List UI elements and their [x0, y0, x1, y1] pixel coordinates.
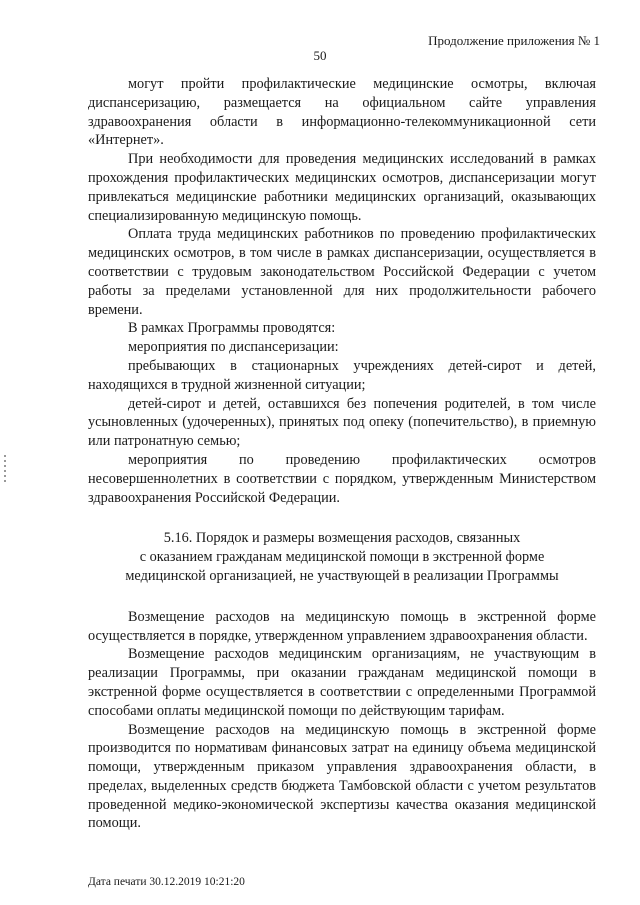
paragraph: Возмещение расходов на медицинскую помощь в экстренной форме производится по нормативам финансовых затрат на единицу объема медицинской помощи, утвержденным приказом управления здравоохранения области, в пределах, выделенных средств бюджета Тамбовской области с учетом результатов проведенной медико-экономической экспертизы качества оказания медицинской помощи.: [88, 721, 596, 832]
paragraph: Возмещение расходов на медицинскую помощь в экстренной форме осуществляется в порядке, утвержденном управлением здравоохранения области.: [88, 608, 596, 644]
paragraph: мероприятия по проведению профилактических осмотров несовершеннолетних в соответствии с порядком, утвержденным Министерством здравоохранения Российской Федерации.: [88, 451, 596, 506]
paragraph: Оплата труда медицинских работников по проведению профилактических медицинских осмотров, в том числе в рамках диспансеризации, осуществляется в соответствии с трудовым законодательством Российской Федерации с учетом работы за пределами установленной для них продолжительности рабочего времени.: [88, 226, 596, 318]
document-body: [88, 75, 596, 833]
section-heading-line: медицинской организацией, не участвующей в реализации Программы: [125, 567, 559, 584]
paragraph: мероприятия по диспансеризации:: [128, 339, 339, 356]
paragraph: могут пройти профилактические медицинские осмотры, включая диспансеризацию, размещается на официальном сайте управления здравоохранения области в информационно-телекоммуникационной сети «Интернет».: [88, 76, 596, 149]
paragraph: пребывающих в стационарных учреждениях детей-сирот и детей, находящихся в трудной жизненной ситуации;: [88, 357, 596, 393]
section-heading-line: 5.16. Порядок и размеры возмещения расходов, связанных: [163, 530, 521, 547]
print-date: Дата печати 30.12.2019 10:21:20: [88, 876, 245, 888]
section-heading-line: с оказанием гражданам медицинской помощи в экстренной форме: [139, 549, 545, 566]
paragraph: В рамках Программы проводятся:: [128, 320, 336, 337]
appendix-continuation-label: Продолжение приложения № 1: [428, 33, 600, 48]
paragraph: Возмещение расходов медицинским организациям, не участвующим в реализации Программы, при оказании гражданам медицинской помощи в экстренной форме осуществляется в соответствии с определенными Программой способами оплаты медицинской помощи по действующим тарифам.: [88, 646, 596, 719]
section-heading: [88, 529, 596, 585]
paragraph: детей-сирот и детей, оставшихся без попечения родителей, в том числе усыновленных (удочеренных), принятых под опеку (попечительство), в приемную или патронатную семью;: [88, 395, 596, 450]
scan-margin-mark: [4, 455, 6, 483]
page-number: 50: [313, 48, 327, 63]
paragraph: При необходимости для проведения медицинских исследований в рамках прохождения профилактических медицинских осмотров, диспансеризации могут привлекаться медицинские работники медицинских организаций, оказывающих специализированную медицинскую помощь.: [88, 151, 596, 224]
